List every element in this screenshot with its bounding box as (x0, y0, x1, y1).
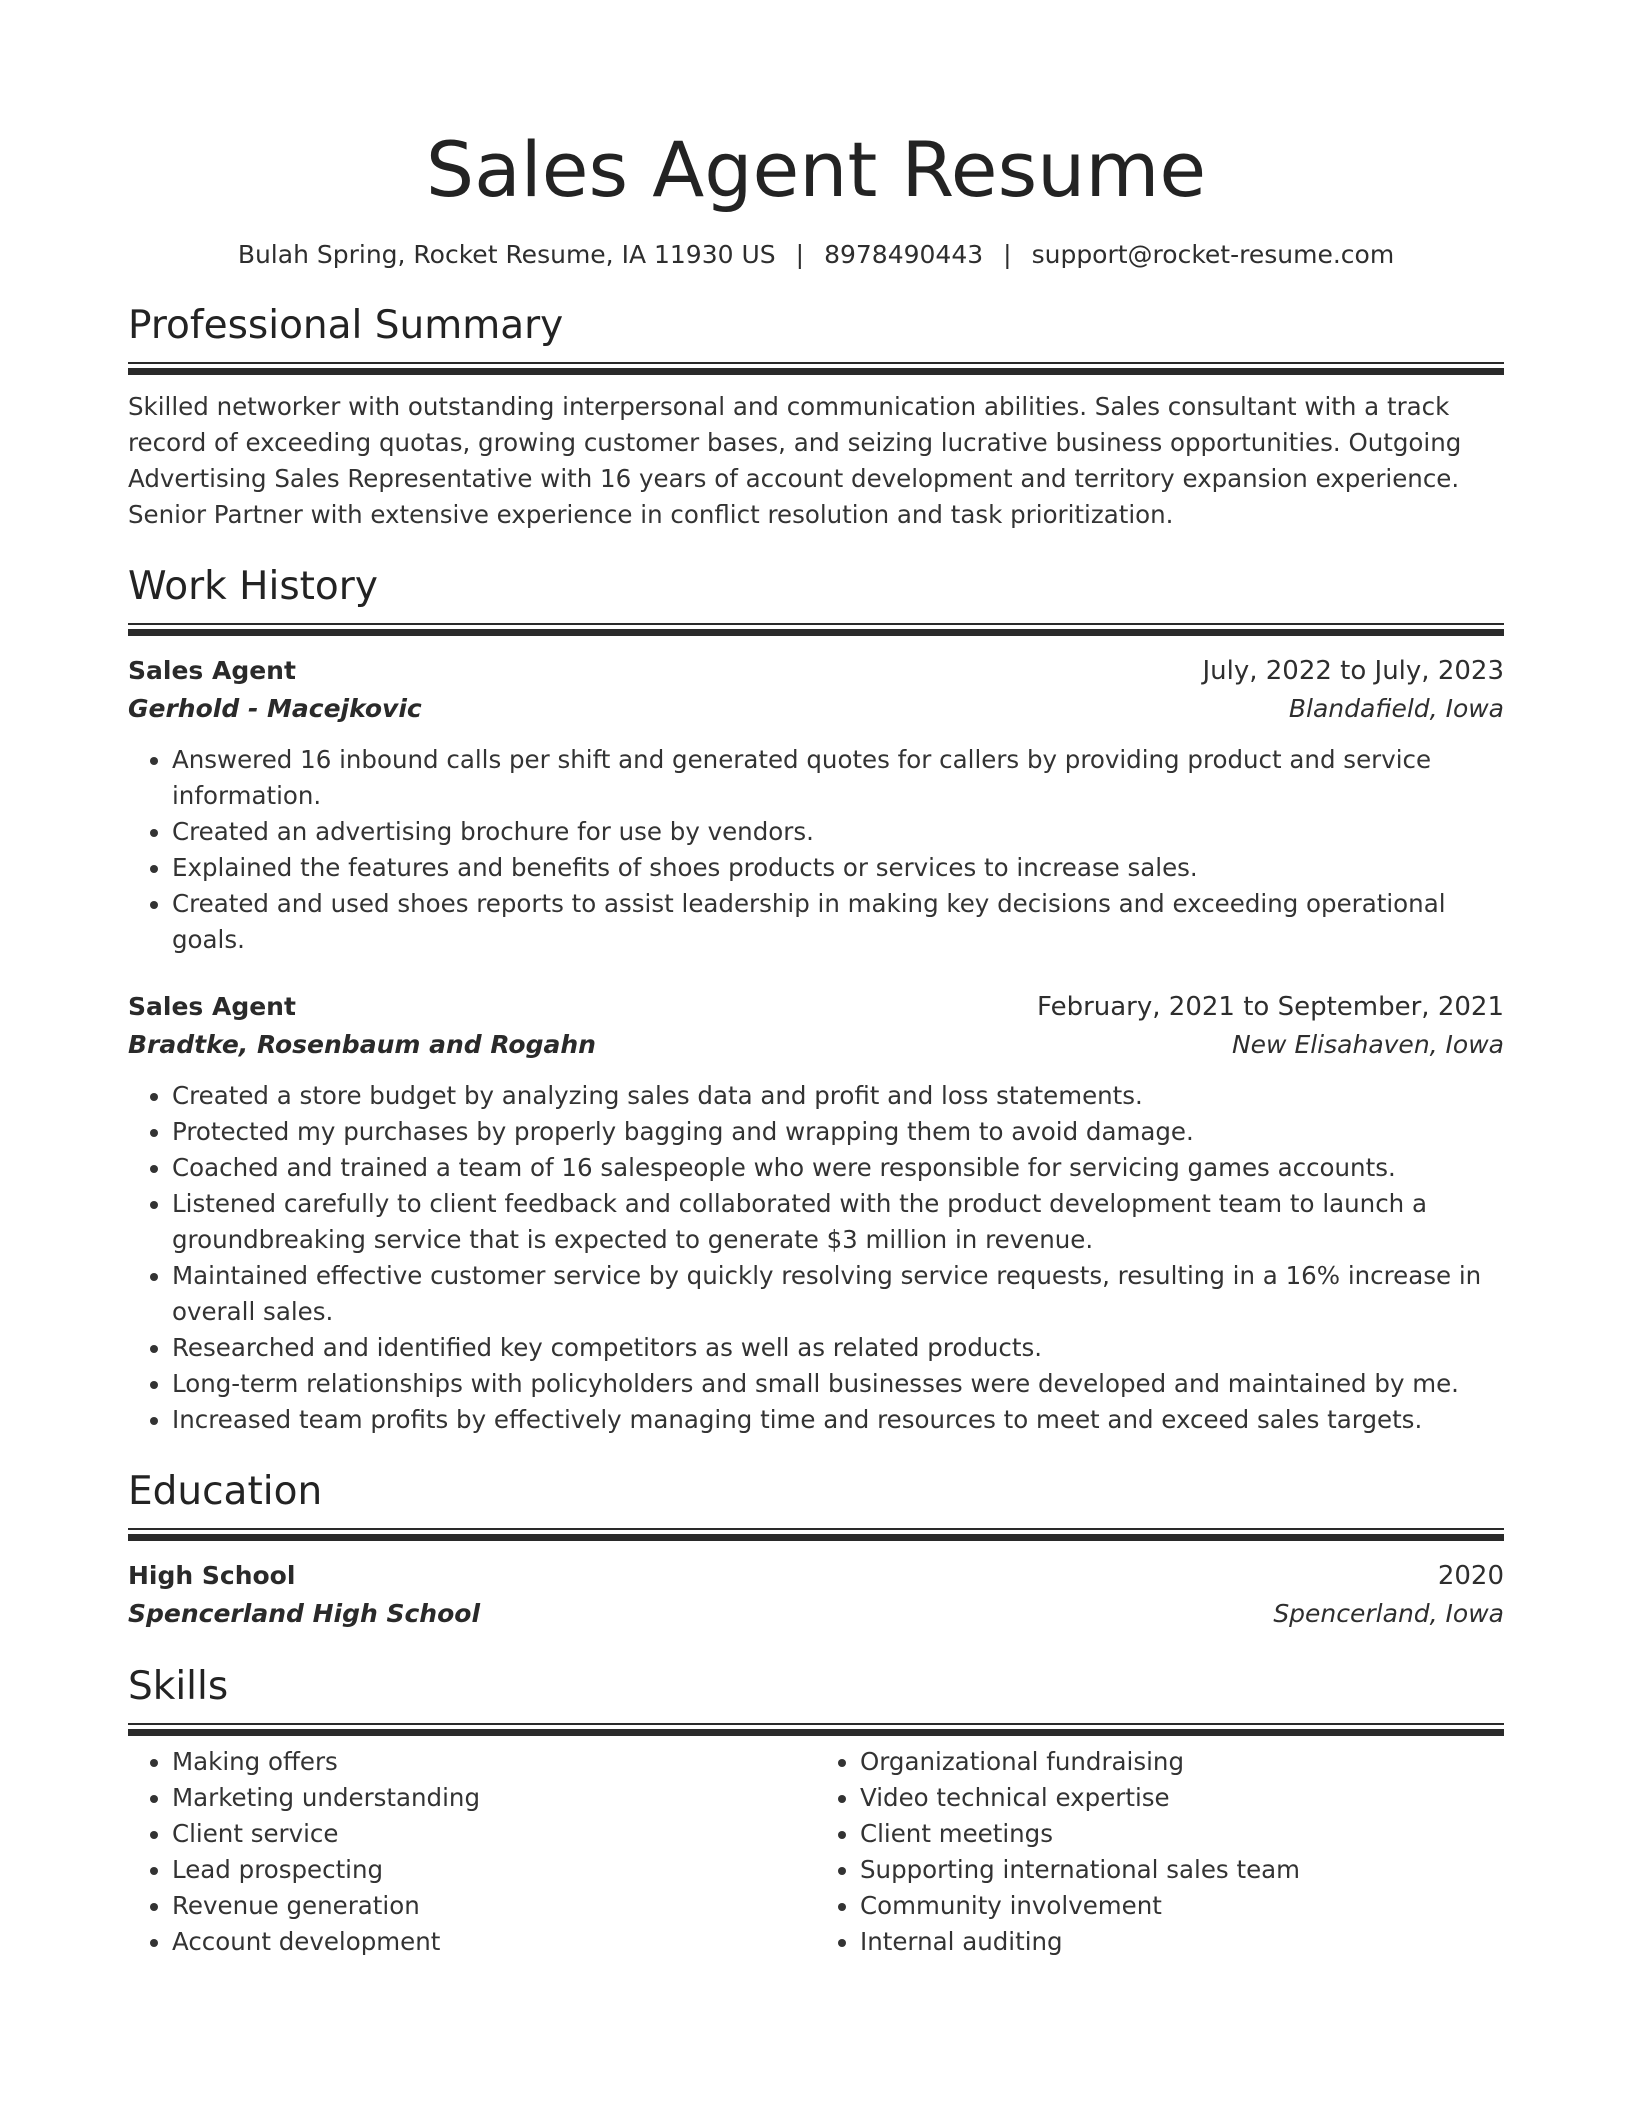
education-section (128, 1468, 1504, 1633)
job-title: Sales Agent (128, 656, 296, 685)
education-entry (128, 1557, 1504, 1633)
list-item: • Researched and identified key competitors as well as related products. (172, 1330, 1504, 1366)
job-bullets (128, 1078, 1504, 1438)
resume-title: Sales Agent Resume (425, 125, 1207, 214)
summary-text: Skilled networker with outstanding interpersonal and communication abilities. Sales consultant with a track record of exceeding quotas, growing customer bases, and seizing lucrative business opportunities. Outgoing Advertising Sales Representative with 16 years of account development and territory expansion experience. Senior Partner with extensive experience in conflict resolution and task prioritization. (128, 392, 1462, 529)
skill-item: • Marketing understanding (172, 1780, 816, 1816)
summary-section (128, 302, 1504, 533)
section-divider (128, 1723, 1504, 1736)
job-location: New Elisahaven, Iowa (1231, 1030, 1504, 1059)
education-degree: High School (128, 1561, 296, 1590)
skill-item: • Client meetings (860, 1816, 1504, 1852)
job-company: Gerhold - Macejkovic (128, 694, 422, 723)
list-item: • Coached and trained a team of 16 salespeople who were responsible for servicing games accounts. (172, 1150, 1504, 1186)
list-item: • Long-term relationships with policyholders and small businesses were developed and maintained by me. (172, 1366, 1504, 1402)
skill-item: • Client service (172, 1816, 816, 1852)
skill-item: • Video technical expertise (860, 1780, 1504, 1816)
contact-separator: | (1003, 240, 1012, 269)
skill-item: • Account development (172, 1924, 816, 1960)
job-bullets (128, 742, 1504, 958)
job-entry (128, 988, 1504, 1438)
job-company: Bradtke, Rosenbaum and Rogahn (128, 1030, 596, 1059)
skill-item: • Lead prospecting (172, 1852, 816, 1888)
skill-item: • Internal auditing (860, 1924, 1504, 1960)
skill-item: • Community involvement (860, 1888, 1504, 1924)
contact-address: Bulah Spring, Rocket Resume, IA 11930 US (237, 240, 776, 269)
list-item: • Created a store budget by analyzing sales data and profit and loss statements. (172, 1078, 1504, 1114)
skill-item: • Revenue generation (172, 1888, 816, 1924)
list-item: • Created an advertising brochure for use by vendors. (172, 814, 1504, 850)
education-year: 2020 (1437, 1561, 1504, 1591)
education-school: Spencerland High School (128, 1599, 481, 1628)
job-dates: February, 2021 to September, 2021 (1037, 992, 1504, 1022)
skills-list-right (816, 1744, 1504, 1960)
list-item: • Protected my purchases by properly bagging and wrapping them to avoid damage. (172, 1114, 1504, 1150)
section-heading-education: Education (128, 1469, 323, 1514)
section-heading-work: Work History (128, 564, 378, 609)
skills-section (128, 1663, 1504, 1960)
list-item: • Listened carefully to client feedback and collaborated with the product development team to launch a groundbreaking service that is expected to generate $3 million in revenue. (172, 1186, 1504, 1258)
contact-separator: | (795, 240, 805, 269)
job-location: Blandafield, Iowa (1288, 694, 1504, 723)
section-divider (128, 362, 1504, 375)
section-divider (128, 1528, 1504, 1541)
job-entry (128, 652, 1504, 958)
contact-phone: 8978490443 (824, 240, 984, 269)
job-title: Sales Agent (128, 992, 296, 1021)
list-item: • Explained the features and benefits of shoes products or services to increase sales. (172, 850, 1504, 886)
work-history-section (128, 563, 1504, 1438)
list-item: • Maintained effective customer service by quickly resolving service requests, resulting in a 16% increase in overall sales. (172, 1258, 1504, 1330)
section-divider (128, 623, 1504, 636)
list-item: • Increased team profits by effectively managing time and resources to meet and exceed sales targets. (172, 1402, 1504, 1438)
skill-item: • Supporting international sales team (860, 1852, 1504, 1888)
job-dates: July, 2022 to July, 2023 (1202, 656, 1504, 686)
skill-item: • Organizational fundraising (860, 1744, 1504, 1780)
skill-item: • Making offers (172, 1744, 816, 1780)
contact-email: support@rocket-resume.com (1031, 240, 1395, 269)
contact-line (128, 238, 1504, 272)
skills-columns (128, 1744, 1504, 1960)
education-location: Spencerland, Iowa (1273, 1599, 1504, 1628)
list-item: • Answered 16 inbound calls per shift and generated quotes for callers by providing product and service information. (172, 742, 1504, 814)
skills-list-left (128, 1744, 816, 1960)
list-item: • Created and used shoes reports to assist leadership in making key decisions and exceeding operational goals. (172, 886, 1504, 958)
section-heading-summary: Professional Summary (128, 303, 564, 348)
resume-page (128, 120, 1504, 1960)
section-heading-skills: Skills (128, 1664, 229, 1709)
